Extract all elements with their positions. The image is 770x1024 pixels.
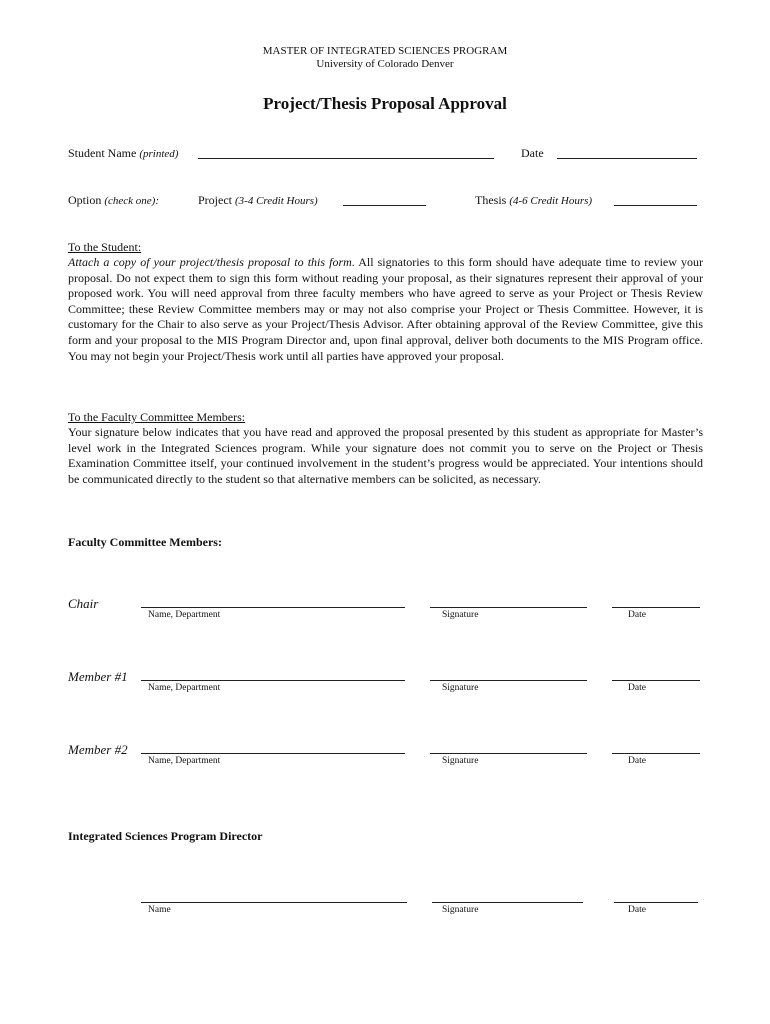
to-faculty-heading: To the Faculty Committee Members:	[68, 410, 246, 424]
project-check-field[interactable]	[343, 205, 426, 206]
to-student-lead: Attach a copy of your project/thesis proposal to this form	[68, 255, 352, 269]
director-date-caption: Date	[628, 905, 646, 915]
member1-date-field[interactable]	[612, 680, 700, 681]
project-hint: (3-4 Credit Hours)	[235, 195, 318, 207]
to-student-heading: To the Student:	[68, 240, 142, 254]
date-label: Date	[521, 146, 544, 160]
member1-signature-field[interactable]	[430, 680, 587, 681]
student-name-label	[68, 146, 178, 161]
project-label: Project	[198, 193, 232, 207]
committee-heading: Faculty Committee Members:	[68, 535, 222, 549]
member2-date-field[interactable]	[612, 753, 700, 754]
director-signature-field[interactable]	[432, 902, 583, 903]
director-signature-caption: Signature	[442, 905, 479, 915]
director-name-caption: Name	[148, 905, 171, 915]
option-hint: (check one):	[104, 195, 159, 207]
chair-signature-field[interactable]	[430, 607, 587, 608]
university-name: University of Colorado Denver	[316, 58, 454, 70]
date-field[interactable]	[557, 158, 697, 159]
member1-signature-caption: Signature	[442, 683, 479, 693]
thesis-label: Thesis	[475, 193, 507, 207]
member2-role: Member #2	[68, 742, 128, 757]
option-label	[68, 193, 159, 208]
director-name-field[interactable]	[141, 902, 407, 903]
member2-name-field[interactable]	[141, 753, 405, 754]
thesis-option	[475, 193, 592, 208]
member1-role: Member #1	[68, 669, 128, 684]
student-name-hint: (printed)	[139, 148, 179, 160]
program-name: MASTER OF INTEGRATED SCIENCES PROGRAM	[262, 45, 508, 57]
option-text: Option	[68, 193, 102, 207]
member2-signature-caption: Signature	[442, 756, 479, 766]
to-student-body: . All signatories to this form should have adequate time to review your proposal. Do not expect them to sign this form without reading your proposal, as their signatures represent their approval of your proposed work. You will need approval from three faculty members who have agreed to serve as your Project or Thesis Review Committee; these Review Committee members may or may not also comprise your Project or Thesis Committee. However, it is customary for the Chair to also serve as your Project/Thesis Advisor. After obtaining approval of the Review Committee, give this form and your proposal to the MIS Program Director and, upon final approval, deliver both documents to the MIS Program office. You may not begin your Project/Thesis work until all parties have approved your proposal.	[68, 255, 703, 363]
chair-date-field[interactable]	[612, 607, 700, 608]
to-student-paragraph	[68, 255, 703, 364]
director-heading: Integrated Sciences Program Director	[68, 829, 263, 843]
chair-name-field[interactable]	[141, 607, 405, 608]
director-date-field[interactable]	[614, 902, 698, 903]
page-title: Project/Thesis Proposal Approval	[263, 94, 507, 113]
student-name-text: Student Name	[68, 146, 137, 160]
to-faculty-paragraph: Your signature below indicates that you have read and approved the proposal presented by this student as appropriate for Master’s level work in the Integrated Sciences program. While your signature does not commit you to serve on the Project or Thesis Examination Committee itself, your continued involvement in the student’s progress would be appreciated. Your intentions should be communicated directly to the student so that alternative members can be solicited, as necessary.	[68, 425, 703, 486]
chair-name-caption: Name, Department	[148, 610, 221, 620]
chair-date-caption: Date	[628, 610, 646, 620]
member1-name-caption: Name, Department	[148, 683, 221, 693]
member1-date-caption: Date	[628, 683, 646, 693]
member2-signature-field[interactable]	[430, 753, 587, 754]
member1-name-field[interactable]	[141, 680, 405, 681]
member2-date-caption: Date	[628, 756, 646, 766]
chair-signature-caption: Signature	[442, 610, 479, 620]
member2-name-caption: Name, Department	[148, 756, 221, 766]
student-name-field[interactable]	[198, 158, 494, 159]
thesis-check-field[interactable]	[614, 205, 697, 206]
project-option	[198, 193, 318, 208]
thesis-hint: (4-6 Credit Hours)	[509, 195, 593, 207]
chair-role: Chair	[68, 596, 99, 611]
